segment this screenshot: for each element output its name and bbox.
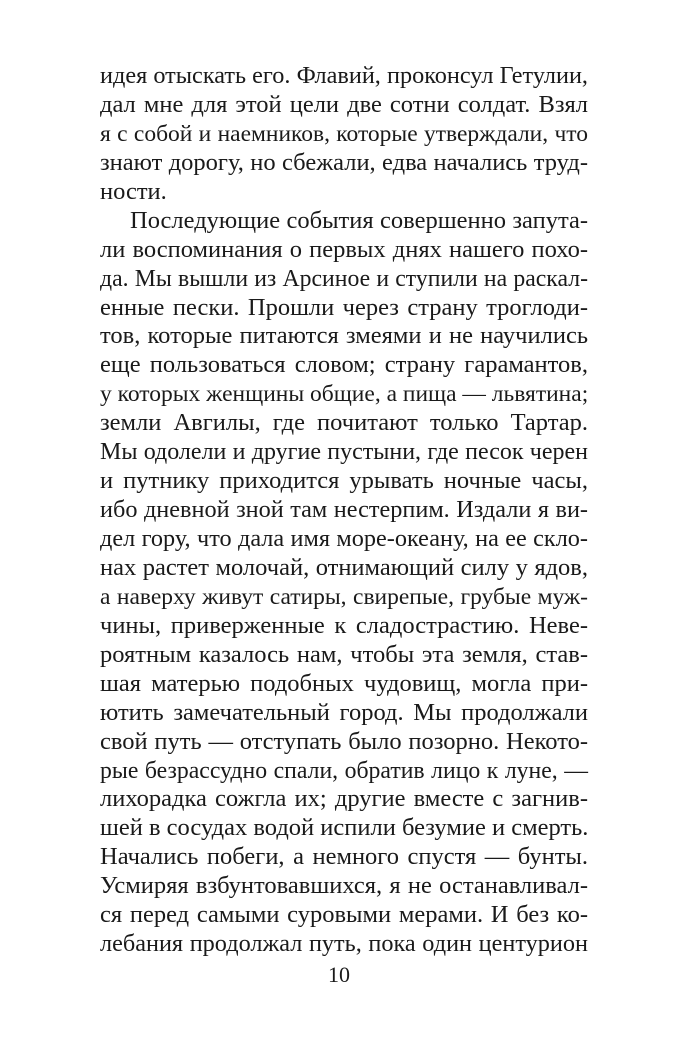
text-line: идея отыскать его. Флавий, проконсул Гетулии, — [100, 62, 588, 89]
text-line: ли воспоминания о первых днях нашего похо- — [100, 235, 588, 263]
text-line: земли Авгилы, где почитают только Тартар. — [100, 409, 588, 437]
text-line: тов, которые питаются змеями и не научились — [100, 322, 588, 350]
text-line: знают дорогу, но сбежали, едва начались труд- — [100, 148, 588, 176]
text-line: нах растет молочай, отнимающий силу у ядов, — [100, 553, 588, 581]
text-line: у которых женщины общие, а пища — львятина; — [100, 381, 589, 408]
text-line: я с собой и наемников, которые утверждали, что — [100, 120, 588, 147]
page-number: 10 — [328, 962, 350, 987]
text-line: Последующие события совершенно запута- — [130, 206, 588, 234]
paragraph-1 — [100, 62, 588, 207]
text-line: а наверху живут сатиры, свирепые, грубые муж- — [100, 583, 588, 610]
text-line: шей в сосудах водой испили безумие и смерть. — [100, 814, 589, 842]
page-text — [100, 62, 588, 959]
text-line: дел гору, что дала имя море-океану, на ее скло- — [100, 525, 588, 552]
text-line: Усмиряя взбунтовавшихся, я не останавливал- — [100, 872, 588, 900]
text-line: свой путь — отступать было позорно. Некото- — [100, 727, 588, 755]
text-line: ютить замечательный город. Мы продолжали — [100, 698, 588, 726]
text-line: Начались побеги, а немного спустя — бунты. — [100, 843, 588, 871]
paragraph-2 — [100, 207, 588, 959]
text-line: лебания продолжал путь, пока один центурион — [100, 930, 588, 958]
text-line: ности. — [100, 177, 167, 205]
text-line: лихорадка сожгла их; другие вместе с загнив- — [100, 785, 588, 813]
text-line: шая матерью подобных чудовищ, могла при- — [100, 669, 588, 697]
text-line: дал мне для этой цели две сотни солдат. Взял — [100, 90, 588, 118]
text-line: рые безрассудно спали, обратив лицо к луне, — — [100, 757, 588, 784]
text-line: ибо дневной зной там нестерпим. Издали я ви- — [100, 496, 588, 524]
text-line: роятным казалось нам, чтобы эта земля, став- — [100, 640, 588, 668]
text-line: чины, приверженные к сладострастию. Неве- — [100, 611, 588, 639]
text-line: ся перед самыми суровыми мерами. И без ко- — [100, 901, 588, 929]
text-line: енные пески. Прошли через страну троглоди- — [100, 293, 588, 321]
text-line: да. Мы вышли из Арсиное и ступили на раскал- — [100, 265, 588, 292]
text-line: и путнику приходится урывать ночные часы, — [100, 467, 588, 495]
text-line: еще пользоваться словом; страну гарамантов, — [100, 351, 588, 379]
text-line: Мы одолели и другие пустыни, где песок черен — [100, 439, 588, 466]
